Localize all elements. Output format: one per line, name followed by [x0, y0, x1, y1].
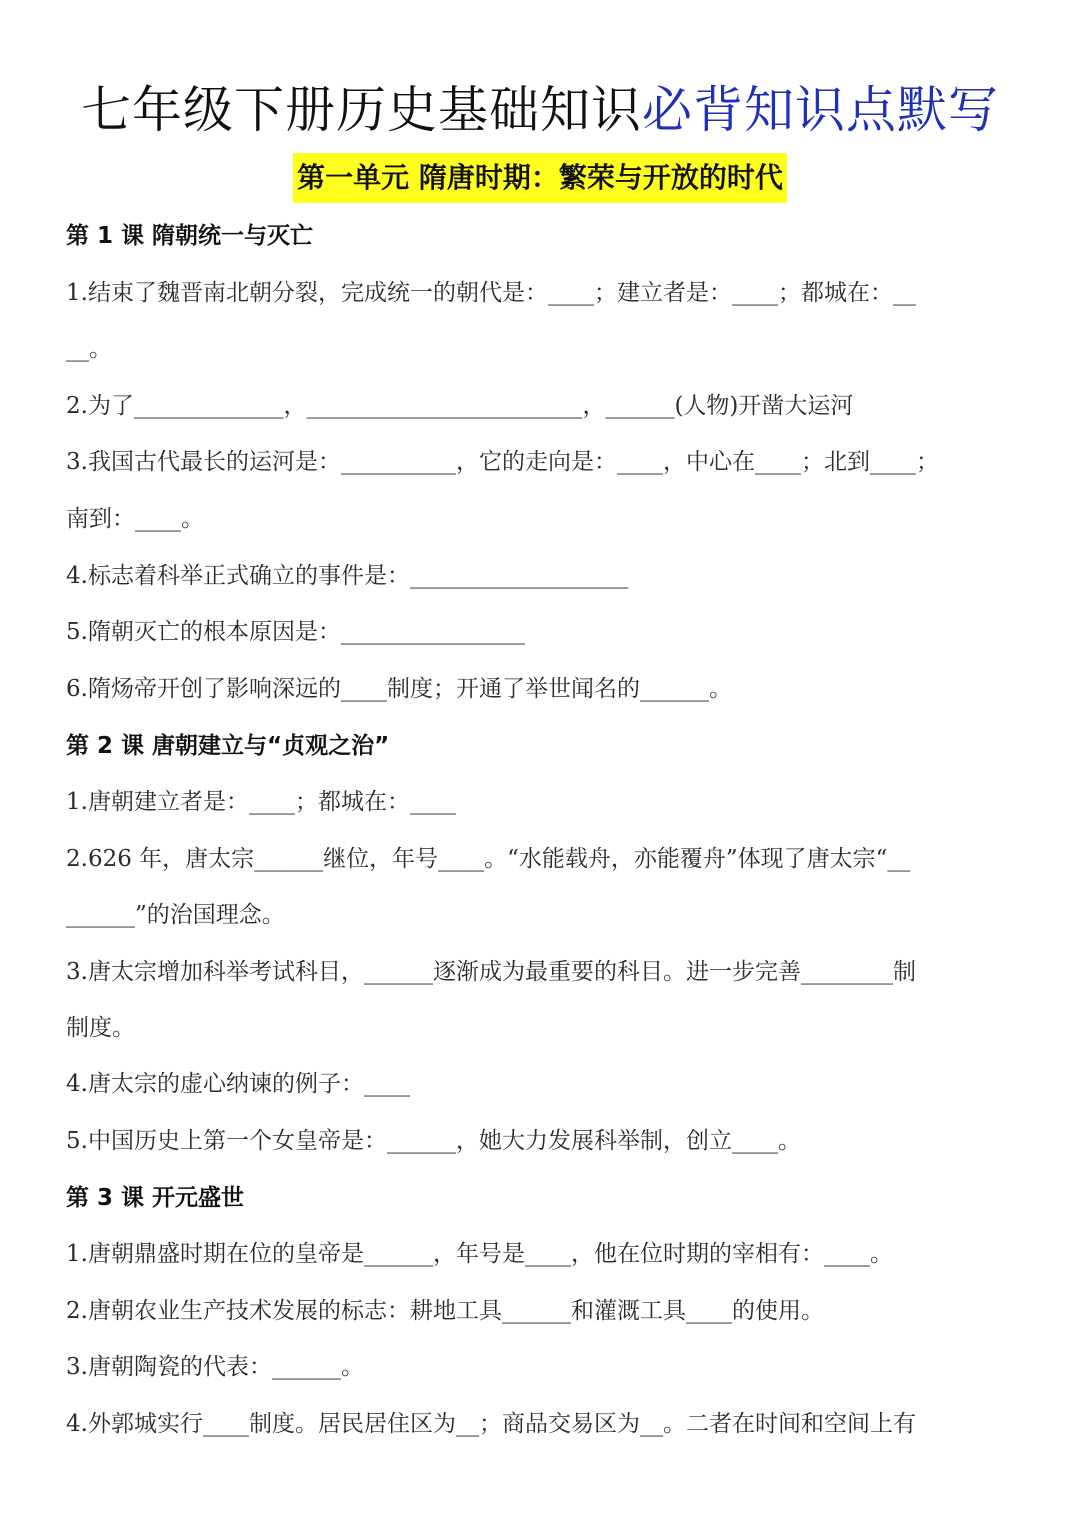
page-title-highlight: 必背知识点默写: [642, 81, 999, 139]
question-line: 1.唐朝建立者是：____；都城在：____: [66, 789, 456, 815]
question-line: 3.唐朝陶瓷的代表：______。: [66, 1354, 364, 1380]
question-line: ______”的治国理念。: [66, 902, 285, 928]
question-line: 2.唐朝农业生产技术发展的标志：耕地工具______和灌溉工具____的使用。: [66, 1298, 824, 1324]
question-line: 2.626 年，唐太宗______继位，年号____。“水能载舟，亦能覆舟”体现了唐太宗“__: [66, 846, 911, 872]
question-line: 5.隋朝灭亡的根本原因是：________________: [66, 619, 525, 645]
question-line: 1.唐朝鼎盛时期在位的皇帝是______，年号是____，他在位时期的宰相有：____。: [66, 1241, 893, 1267]
question-line: 4.外郭城实行____制度。居民居住区为__；商品交易区为__。二者在时间和空间上有: [66, 1411, 916, 1437]
question-line: 5.中国历史上第一个女皇帝是：______，她大力发展科举制，创立____。: [66, 1128, 801, 1154]
question-line: 4.标志着科举正式确立的事件是：___________________: [66, 563, 629, 589]
question-line: 4.唐太宗的虚心纳谏的例子：____: [66, 1071, 410, 1097]
question-line: 2.为了_____________，________________________，______(人物)开凿大运河: [66, 393, 854, 419]
unit-heading: 第一单元 隋唐时期：繁荣与开放的时代: [293, 153, 787, 203]
page-title-main: 七年级下册历史基础知识: [81, 81, 642, 139]
lesson-1-heading: 第 1 课 隋朝统一与灭亡: [66, 223, 314, 249]
question-line: 制度。: [66, 1015, 135, 1041]
question-line: 6.隋炀帝开创了影响深远的____制度；开通了举世闻名的______。: [66, 676, 732, 702]
lesson-3-heading: 第 3 课 开元盛世: [66, 1185, 245, 1211]
question-line: __。: [66, 336, 112, 362]
question-line: 南到：____。: [66, 506, 204, 532]
question-line: 3.唐太宗增加科举考试科目，______逐渐成为最重要的科目。进一步完善________制: [66, 959, 916, 985]
question-line: 1.结束了魏晋南北朝分裂，完成统一的朝代是：____；建立者是：____；都城在：__: [66, 280, 916, 306]
question-line: 3.我国古代最长的运河是：__________，它的走向是：____，中心在____；北到____；: [66, 449, 939, 475]
unit-heading-container: [0, 153, 1080, 203]
page-title: [0, 78, 1080, 142]
lesson-2-heading: 第 2 课 唐朝建立与“贞观之治”: [66, 733, 390, 759]
